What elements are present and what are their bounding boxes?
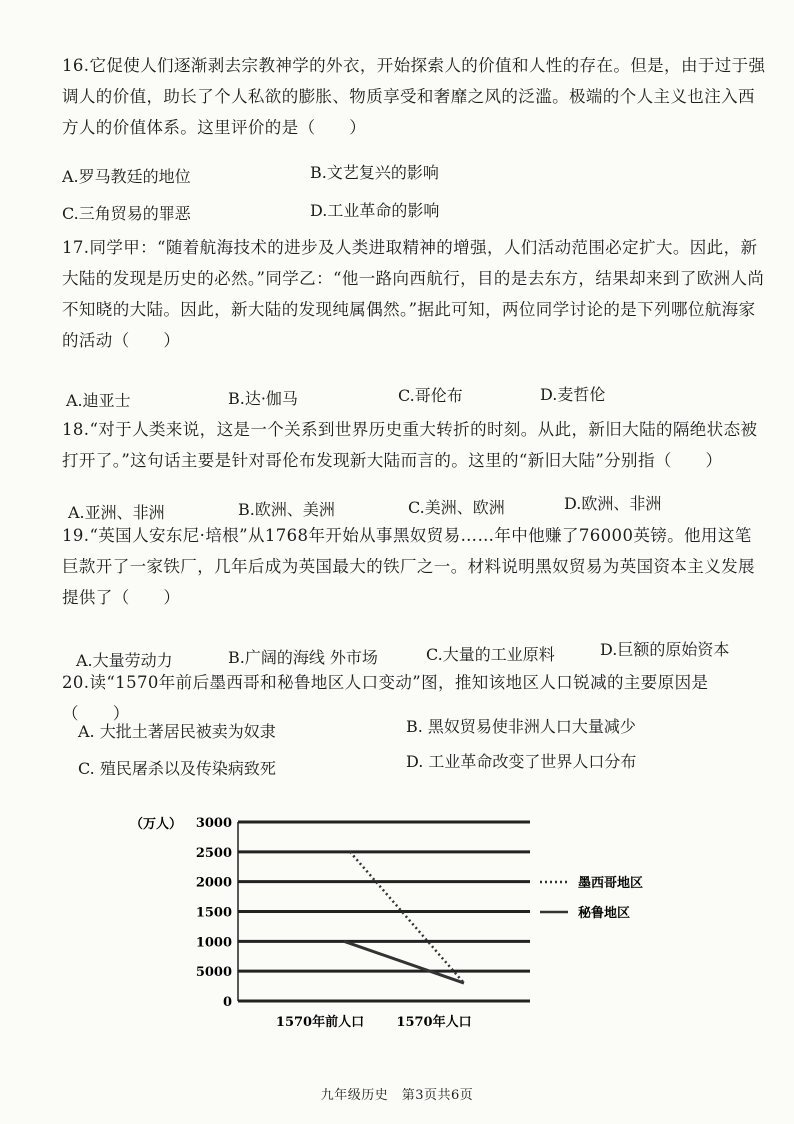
- question-18-option-b: B.欧洲、美洲: [238, 500, 335, 519]
- question-20-option-b: B. 黑奴贸易使非洲人口大量减少: [406, 717, 636, 736]
- question-18-option-d: D.欧洲、非洲: [564, 494, 662, 513]
- y-tick-label: 3000: [195, 816, 232, 831]
- question-19-option-c: C.大量的工业原料: [426, 645, 555, 664]
- question-17-option-d: D.麦哲伦: [540, 385, 606, 404]
- page-footer: 九年级历史 第3页共6页: [320, 1088, 474, 1103]
- question-19-stem: 19.“英国人安东尼·培根”从1768年开始从事黑奴贸易……年中他赚了76000英镑。他用这笔巨款开了一家铁厂，几年后成为英国最大的铁厂之一。材料说明黑奴贸易为英国资本主义发展提供了（ ）: [62, 526, 755, 607]
- question-20-option-d: D. 工业革命改变了世界人口分布: [406, 752, 637, 771]
- question-16-option-c: C.三角贸易的罪恶: [62, 204, 191, 223]
- question-17-stem: 17.同学甲：“随着航海技术的进步及人类进取精神的增强，人们活动范围必定扩大。因此，新大陆的发现是历史的必然。”同学乙：“他一路向西航行，目的是去东方，结果却来到了欧洲人尚不知晓的大陆。因此，新大陆的发现纯属偶然。”据此可知，两位同学讨论的是下列哪位航海家的活动（ ）: [62, 238, 765, 350]
- question-18-option-c: C.美洲、欧洲: [408, 498, 505, 517]
- legend-label: 秘鲁地区: [578, 906, 631, 921]
- chart-unit-label: （万人）: [130, 817, 183, 832]
- question-19-option-b: B.广阔的海线 外市场: [228, 648, 378, 667]
- legend-label: 墨西哥地区: [578, 876, 644, 891]
- question-16-option-b: B.文艺复兴的影响: [310, 163, 439, 182]
- x-category-label: 1570年前人口: [275, 1015, 365, 1030]
- population-change-chart: [130, 808, 670, 1048]
- question-17-option-b: B.达·伽马: [228, 389, 298, 408]
- question-19-option-a: A.大量劳动力: [76, 651, 173, 670]
- x-category-label: 1570年人口: [396, 1015, 472, 1030]
- y-tick-label: 2000: [195, 875, 232, 891]
- question-20-option-a: A. 大批土著居民被卖为奴隶: [78, 722, 276, 741]
- question-16-stem: 16.它促使人们逐渐剥去宗教神学的外衣，开始探索人的价值和人性的存在。但是，由于过于强调人的价值，助长了个人私欲的膨胀、物质享受和奢靡之风的泛滥。极端的个人主义也注入西方人的价值体系。这里评价的是（ ）: [62, 56, 766, 137]
- question-20-stem: 20.读“1570年前后墨西哥和秘鲁地区人口变动”图，推知该地区人口锐减的主要原因是（ ）: [62, 673, 709, 723]
- question-17-option-c: C.哥伦布: [398, 386, 463, 405]
- question-19-option-d: D.巨额的原始资本: [600, 640, 730, 659]
- y-tick-label: 1000: [195, 935, 232, 951]
- question-16-option-a: A.罗马教廷的地位: [62, 167, 191, 186]
- question-18-stem: 18.“对于人类来说，这是一个关系到世界历史重大转折的时刻。从此，新旧大陆的隔绝状态被打开了。”这句话主要是针对哥伦布发现新大陆而言的。这里的“新旧大陆”分别指（ ）: [62, 420, 758, 470]
- question-20-option-c: C. 殖民屠杀以及传染病致死: [78, 759, 276, 778]
- question-18-option-a: A.亚洲、非洲: [68, 503, 165, 522]
- y-tick-label: 5000: [195, 965, 232, 981]
- question-16-option-d: D.工业革命的影响: [310, 201, 440, 220]
- y-tick-label: 2500: [195, 845, 232, 861]
- y-tick-label: 0: [222, 995, 232, 1010]
- y-tick-label: 1500: [195, 905, 232, 921]
- question-17-option-a: A.迪亚士: [66, 391, 131, 410]
